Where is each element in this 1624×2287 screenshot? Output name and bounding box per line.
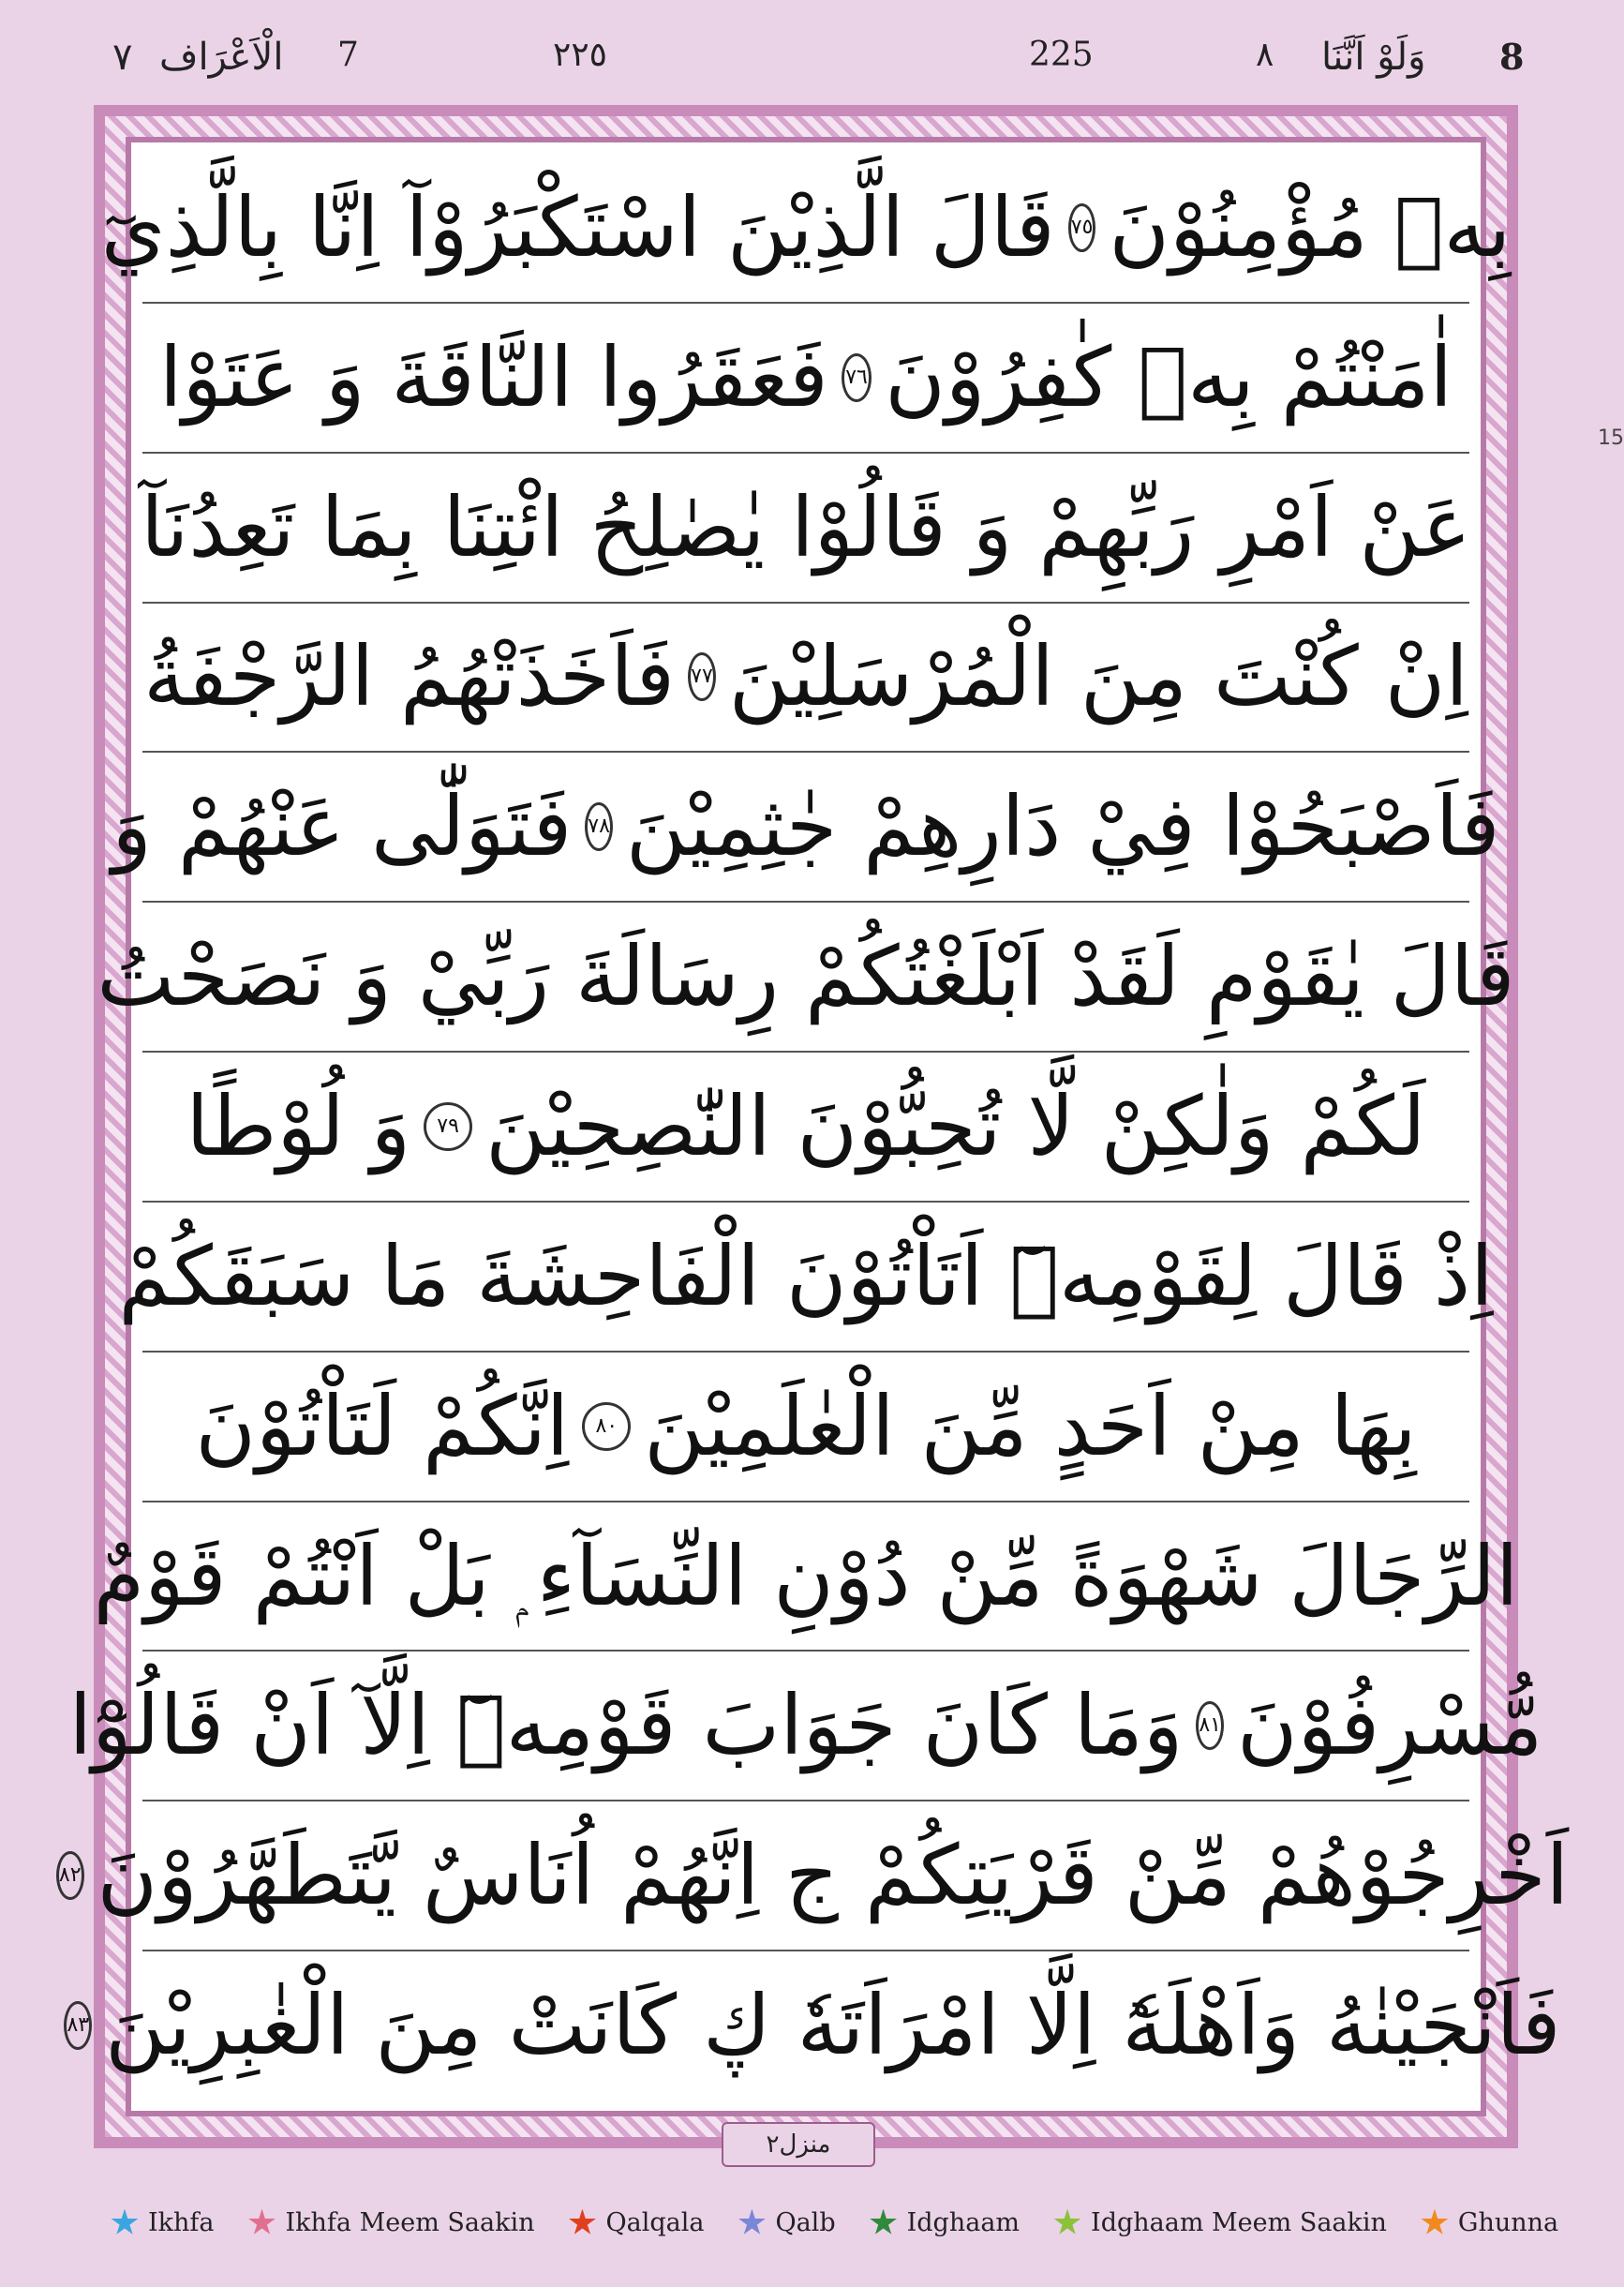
line-text: اٰمَنْتُمْ بِهٖ كٰفِرُوْنَ [885, 328, 1453, 426]
star-icon [1053, 2209, 1081, 2237]
line-text: فَتَوَلّٰى عَنْهُمْ وَ [112, 778, 573, 875]
star-icon [870, 2209, 898, 2237]
line-text: اِذْ قَالَ لِقَوْمِهٖٓ اَتَاْتُوْنَ الْفَاحِشَةَ مَا سَبَقَكُمْ [118, 1227, 1494, 1324]
tajweed-legend [0, 2173, 1615, 2285]
line-text: مُّسْرِفُوْنَ [1237, 1677, 1543, 1774]
page-number: 225 [1029, 36, 1094, 74]
text-line [67, 1951, 1561, 2100]
ayah-marker: ٨٢ [56, 1851, 84, 1900]
text-line [142, 604, 1469, 754]
ayah-marker: ٧٨ [585, 802, 613, 851]
text-line [118, 1203, 1494, 1353]
page-header [0, 0, 1615, 112]
text-line [68, 1652, 1543, 1801]
legend-label: Idghaam [906, 2208, 1021, 2237]
line-text: الرِّجَالَ شَهْوَةً مِّنْ دُوْنِ النِّسَآءِ ۭ بَلْ اَنْتُمْ قَوْمٌ [93, 1527, 1519, 1624]
text-line [100, 154, 1512, 304]
line-text: فَعَقَرُوا النَّاقَةَ وَ عَتَوْا [159, 328, 828, 426]
text-line [93, 1502, 1519, 1652]
ayah-marker: ٧٧ [688, 652, 716, 701]
surah-number: 7 [337, 36, 359, 74]
line-text: بِهَا مِنْ اَحَدٍ مِّنَ الْعٰلَمِيْنَ [644, 1377, 1417, 1474]
legend-label: Qalqala [605, 2208, 705, 2237]
line-text: اِنْ كُنْتَ مِنَ الْمُرْسَلِيْنَ [728, 628, 1468, 725]
line-text: وَ لُوْطًا [186, 1077, 411, 1174]
star-icon [568, 2209, 596, 2237]
legend-label: Ghunna [1457, 2208, 1559, 2237]
legend-item [1053, 2208, 1387, 2237]
juz-number-arabic: ٨ [1256, 36, 1274, 74]
text-line [97, 903, 1515, 1053]
line-text: عَنْ اَمْرِ رَبِّهِمْ وَ قَالُوْا يٰصٰلِحُ ائْتِنَا بِمَا تَعِدُنَآ [141, 478, 1471, 575]
legend-label: Ikhfa [148, 2208, 215, 2237]
line-text: اَخْرِجُوْهُمْ مِّنْ قَرْيَتِكُمْ ج اِنَّهُمْ اُنَاسٌ يَّتَطَهَّرُوْنَ [97, 1827, 1570, 1924]
star-icon [248, 2209, 276, 2237]
star-icon [738, 2209, 766, 2237]
page-number-arabic: ٢٢٥ [553, 36, 608, 74]
legend-item [1421, 2208, 1558, 2237]
text-line [58, 1801, 1570, 1951]
line-text: فَاَنْجَيْنٰهُ وَاَهْلَهٗٓ اِلَّا امْرَاَتَهٗ ڮ كَانَتْ مِنَ الْغٰبِرِيْنَ [105, 1977, 1561, 2074]
line-text: بِهٖ مُؤْمِنُوْنَ [1109, 178, 1512, 276]
ayah-marker: ٧٩ [424, 1102, 472, 1151]
text-line [142, 1353, 1469, 1502]
ornamental-frame [58, 105, 1570, 2148]
surah-number-arabic: ٧ [112, 36, 133, 79]
juz-name: وَلَوْ اَنَّنَا [1321, 36, 1426, 79]
star-icon [1421, 2209, 1449, 2237]
ayah-marker: ٨١ [1196, 1701, 1224, 1750]
juz-number: 8 [1499, 36, 1525, 78]
legend-item [248, 2208, 535, 2237]
star-icon [111, 2209, 139, 2237]
manzil-label: منزل٢ [722, 2122, 875, 2167]
legend-label: Idghaam Meem Saakin [1091, 2208, 1387, 2237]
text-panel [58, 137, 1570, 2116]
quran-lines [58, 154, 1570, 2100]
ayah-marker: ٨٠ [582, 1402, 631, 1451]
legend-item [568, 2208, 704, 2237]
line-text: وَمَا كَانَ جَوَابَ قَوْمِهٖٓ اِلَّآ اَنْ قَالُوْٓا [68, 1677, 1184, 1774]
text-line [112, 753, 1500, 903]
legend-item [111, 2208, 215, 2237]
text-line [142, 454, 1469, 604]
line-text: اِنَّكُمْ لَتَاْتُوْنَ [195, 1377, 570, 1474]
line-text: فَاَصْبَحُوْا فِيْ دَارِهِمْ جٰثِمِيْنَ [625, 778, 1500, 875]
ayah-marker: ٨٣ [64, 2001, 92, 2050]
line-text: فَاَخَذَتْهُمُ الرَّجْفَةُ [143, 628, 676, 725]
legend-item [870, 2208, 1020, 2237]
line-text: قَالَ الَّذِيْنَ اسْتَكْبَرُوْآ اِنَّا بِالَّذِيٓ [100, 178, 1055, 276]
line-text: قَالَ يٰقَوْمِ لَقَدْ اَبْلَغْتُكُمْ رِسَالَةَ رَبِّيْ وَ نَصَحْتُ [97, 928, 1515, 1025]
ayah-marker: ٧٦ [842, 353, 872, 402]
edge-number: 15 [1598, 426, 1624, 450]
ayah-marker: ٧٥ [1068, 203, 1096, 252]
line-text: لَكُمْ وَلٰكِنْ لَّا تُحِبُّوْنَ النّٰصِحِيْنَ [485, 1077, 1426, 1174]
legend-label: Ikhfa Meem Saakin [285, 2208, 535, 2237]
legend-item [738, 2208, 835, 2237]
text-line [142, 304, 1469, 454]
legend-label: Qalb [775, 2208, 836, 2237]
surah-name: الْاَعْرَاف [159, 36, 284, 79]
text-line [142, 1053, 1469, 1203]
